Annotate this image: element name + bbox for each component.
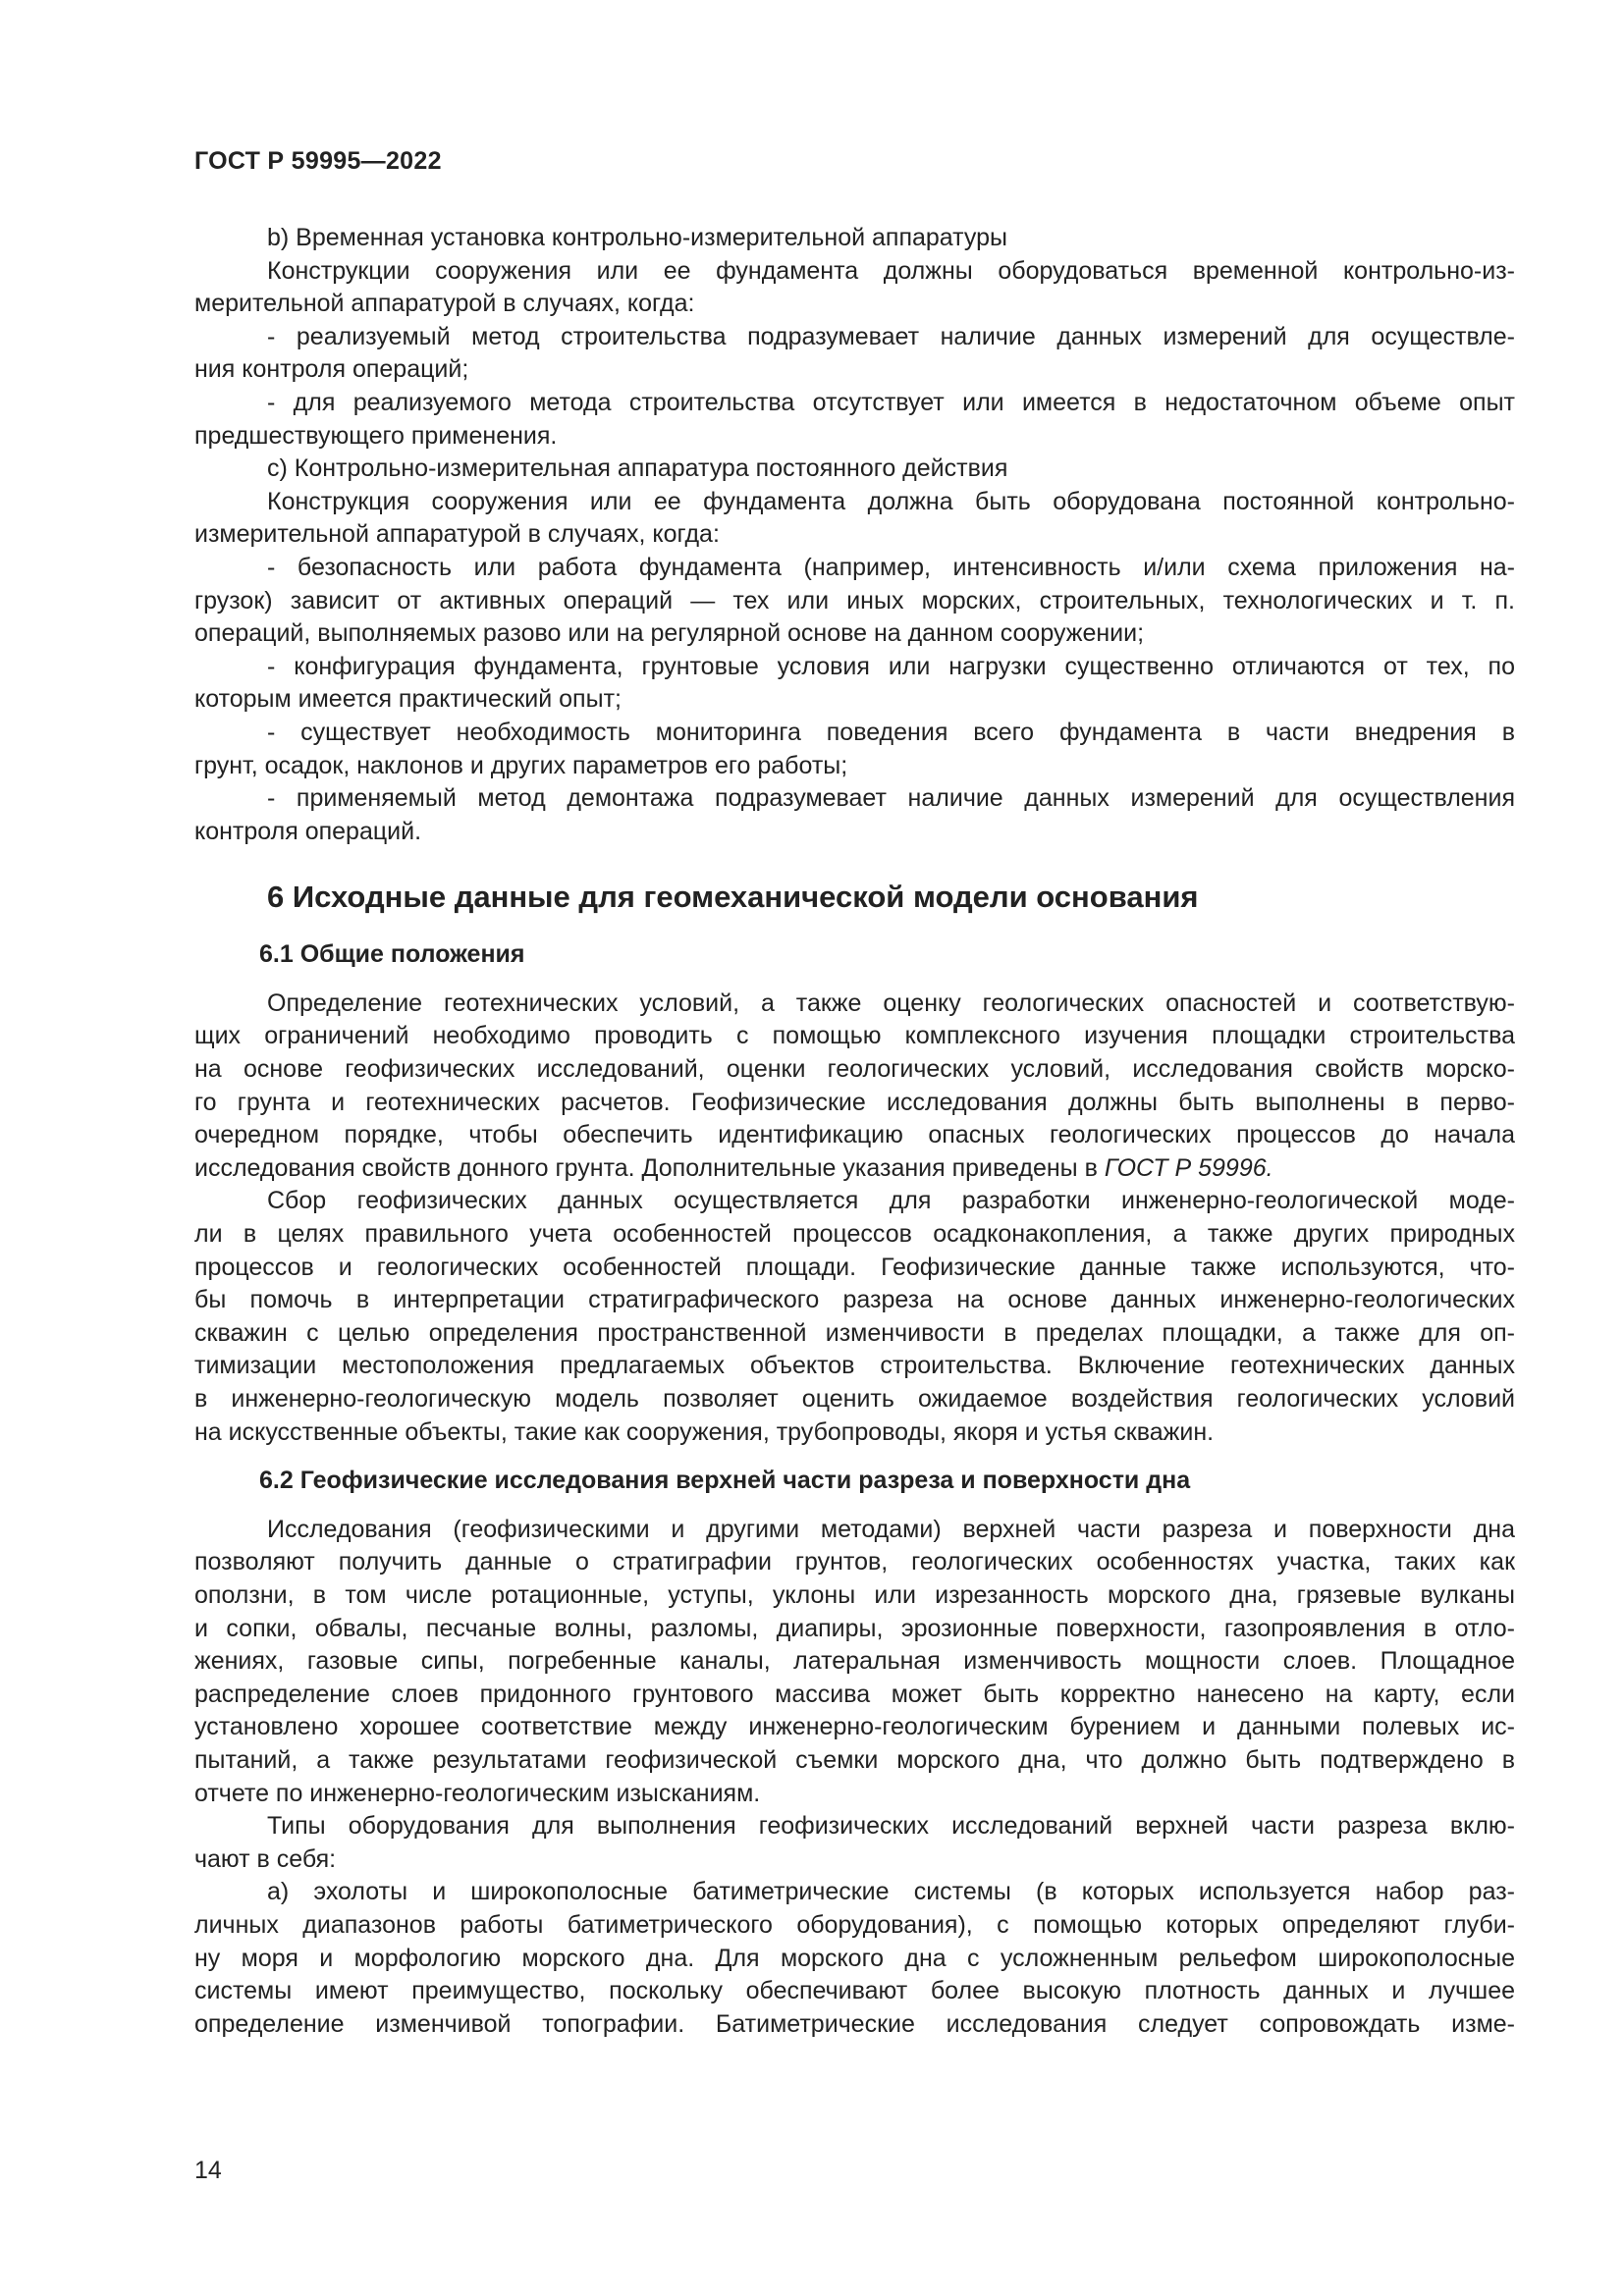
text-line: контроля операций. (194, 817, 422, 845)
text-line: личных диапазонов работы батиметрического оборудования), с помощью которых определяют глуби- (194, 1910, 1515, 1939)
text-line: ли в целях правильного учета особенностей процессов осадконакопления, а также других природных (194, 1220, 1515, 1249)
text-line: предшествующего применения. (194, 421, 558, 450)
text-line: мерительной аппаратурой в случаях, когда: (194, 290, 695, 318)
text-line: пытаний, а также результатами геофизической съемки морского дна, что должно быть подтверждено в (194, 1745, 1515, 1774)
section-heading: 6 Исходные данные для геомеханической модели основания (267, 880, 1199, 915)
standard-reference: ГОСТ Р 59996. (1104, 1153, 1273, 1182)
text-line: Определение геотехнических условий, а также оценку геологических опасностей и соответствую- (267, 988, 1515, 1017)
text-line: процессов и геологических особенностей площади. Геофизические данные также используются, что- (194, 1253, 1515, 1281)
text-line: а) эхолоты и широкополосные батиметрические системы (в которых используется набор раз- (267, 1878, 1515, 1906)
text-line: c) Контрольно-измерительная аппаратура постоянного действия (267, 454, 1008, 483)
text-line: и сопки, обвалы, песчаные волны, разломы, диапиры, эрозионные поверхности, газопроявления в отло- (194, 1614, 1515, 1642)
text-line: b) Временная установка контрольно-измерительной аппаратуры (267, 224, 1007, 251)
text-line: на искусственные объекты, такие как сооружения, трубопроводы, якоря и устья скважин. (194, 1417, 1215, 1446)
text-line: в инженерно-геологическую модель позволяет оценить ожидаемое воздействия геологических условий (194, 1385, 1515, 1413)
text-line: Конструкция сооружения или ее фундамента должна быть оборудована постоянной контрольно- (267, 487, 1515, 515)
text-line: грузок) зависит от активных операций — тех или иных морских, строительных, технологических и т. п. (194, 586, 1515, 614)
page-number: 14 (194, 2157, 222, 2184)
text-line: тимизации местоположения предлагаемых объектов строительства. Включение геотехнических данных (194, 1352, 1515, 1380)
document-header: ГОСТ Р 59995—2022 (194, 147, 442, 175)
text-line: ния контроля операций; (194, 355, 469, 384)
text-line: оползни, в том числе ротационные, уступы, уклоны или изрезанность морского дна, грязевые вулканы (194, 1580, 1515, 1609)
text-line: распределение слоев придонного грунтового массива может быть корректно нанесено на карту, если (194, 1680, 1515, 1708)
text-line: установлено хорошее соответствие между инженерно-геологическим бурением и данными полевых ис- (194, 1713, 1515, 1741)
subsection-heading: 6.2 Геофизические исследования верхней части разреза и поверхности дна (259, 1467, 1191, 1495)
text-line: - безопасность или работа фундамента (например, интенсивность и/или схема приложения на- (267, 553, 1515, 581)
text-line: - реализуемый метод строительства подразумевает наличие данных измерений для осуществле- (267, 322, 1515, 350)
text-line: - конфигурация фундамента, грунтовые условия или нагрузки существенно отличаются от тех, по (267, 652, 1515, 680)
text-fragment: исследования свойств донного грунта. Дополнительные указания приведены в (194, 1153, 1105, 1182)
text-line: позволяют получить данные о стратиграфии грунтов, геологических особенностях участка, таких как (194, 1548, 1515, 1576)
text-line: Сбор геофизических данных осуществляется для разработки инженерно-геологической моде- (267, 1187, 1515, 1215)
subsection-heading: 6.1 Общие положения (259, 940, 525, 969)
text-line: грунт, осадок, наклонов и других параметров его работы; (194, 751, 848, 779)
text-line: го грунта и геотехнических расчетов. Геофизические исследования должны быть выполнены в перво- (194, 1088, 1515, 1116)
text-line: Исследования (геофизическими и другими методами) верхней части разреза и поверхности дна (267, 1515, 1515, 1543)
text-line: отчете по инженерно-геологическим изысканиям. (194, 1779, 761, 1807)
text-line: - применяемый метод демонтажа подразумевает наличие данных измерений для осуществления (267, 784, 1515, 813)
text-line: щих ограничений необходимо проводить с помощью комплексного изучения площадки строительства (194, 1022, 1515, 1050)
text-line: бы помочь в интерпретации стратиграфического разреза на основе данных инженерно-геологических (194, 1286, 1515, 1314)
text-line: которым имеется практический опыт; (194, 685, 622, 714)
text-line (194, 1152, 1515, 1186)
text-line: очередном порядке, чтобы обеспечить идентификацию опасных геологических процессов до начала (194, 1121, 1515, 1149)
text-line: на основе геофизических исследований, оценки геологических условий, исследования свойств морско- (194, 1055, 1515, 1084)
page-content (194, 222, 1515, 2041)
text-line: Конструкции сооружения или ее фундамента должны оборудоваться временной контрольно-из- (267, 256, 1515, 285)
text-line: жениях, газовые сипы, погребенные каналы, латеральная изменчивость мощности слоев. Площадное (194, 1647, 1515, 1676)
text-line: скважин с целью определения пространственной изменчивости в пределах площадки, а также для оп- (194, 1318, 1515, 1347)
text-line: чают в себя: (194, 1844, 337, 1873)
text-line: определение изменчивой топографии. Батиметрические исследования следует сопровождать изме- (194, 2009, 1515, 2038)
text-line: - для реализуемого метода строительства отсутствует или имеется в недостаточном объеме опыт (267, 388, 1515, 416)
text-line: измерительной аппаратурой в случаях, когда: (194, 520, 720, 549)
text-line: ну моря и морфологию морского дна. Для морского дна с усложненным рельефом широкополосные (194, 1944, 1515, 1972)
text-line: операций, выполняемых разово или на регулярной основе на данном сооружении; (194, 619, 1145, 648)
text-line: системы имеют преимущество, поскольку обеспечивают более высокую плотность данных и лучшее (194, 1977, 1515, 2005)
text-line: Типы оборудования для выполнения геофизических исследований верхней части разреза вклю- (267, 1812, 1515, 1841)
text-line: - существует необходимость мониторинга поведения всего фундамента в части внедрения в (267, 718, 1515, 746)
